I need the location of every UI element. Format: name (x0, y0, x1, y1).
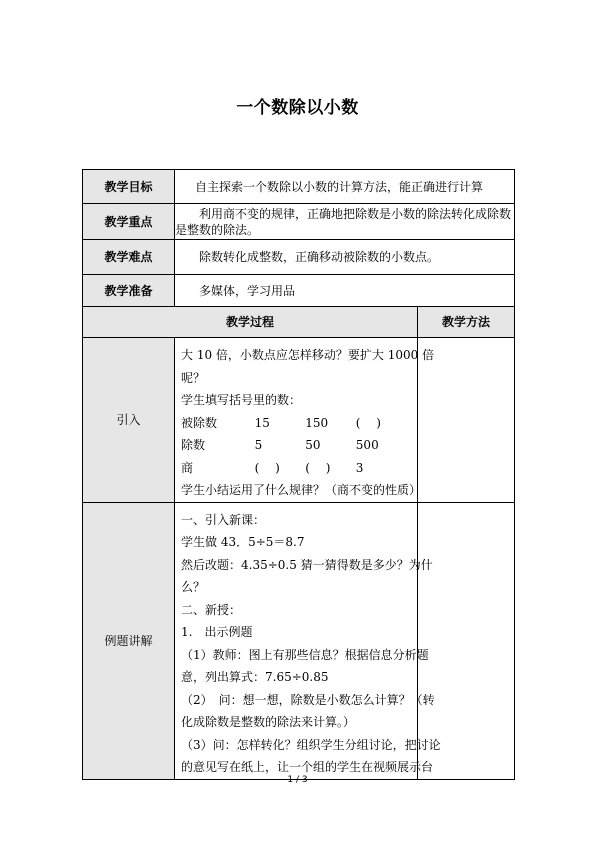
example-content (175, 502, 441, 779)
dividend-row (181, 412, 411, 435)
intro-method-cell (418, 338, 515, 503)
example-line: （1）教师：图上有那些信息？根据信息分析题 (181, 647, 429, 662)
example-line: 学生做 43．5÷5＝8.7 (181, 535, 305, 549)
goal-label: 教学目标 (83, 170, 175, 204)
difficulty-row (83, 240, 515, 275)
example-line: （3）问：怎样转化？组织学生分组讨论，把讨论 (181, 737, 441, 752)
divisor-row (181, 434, 411, 457)
example-line: 二、新授： (181, 602, 242, 617)
example-label: 例题讲解 (83, 502, 175, 779)
grid-cell: 除数 (181, 438, 206, 452)
intro-line: 学生小结运用了什么规律？（商不变的性质） (181, 483, 422, 497)
prep-text: 多媒体，学习用品 (175, 275, 515, 307)
prep-row (83, 275, 515, 307)
grid-cell: ( ) (254, 460, 280, 475)
difficulty-text: 除数转化成整数，正确移动被除数的小数点。 (175, 240, 515, 275)
grid-cell: 5 (254, 438, 263, 452)
focus-label: 教学重点 (83, 204, 175, 240)
intro-line: 大 10 倍，小数点应怎样移动？要扩大 1000 倍 (181, 348, 435, 362)
goal-text: 自主探索一个数除以小数的计算方法，能正确进行计算 (175, 170, 515, 204)
intro-row (83, 338, 515, 503)
grid-cell: 被除数 (181, 415, 218, 430)
example-line: （2） 问：想一想，除数是小数怎么计算？（转 (181, 692, 435, 707)
page-number: 1 / 3 (287, 775, 308, 785)
intro-line: 学生填写括号里的数： (181, 393, 302, 407)
grid-cell: 3 (355, 460, 364, 475)
intro-label: 引入 (83, 338, 175, 503)
quotient-row (181, 457, 411, 480)
grid-cell: ( ) (355, 415, 381, 430)
document-title: 一个数除以小数 (236, 98, 359, 118)
lesson-plan-table (82, 169, 515, 780)
intro-content (175, 338, 435, 503)
intro-line: 呢？ (181, 370, 206, 385)
grid-cell: 50 (305, 438, 321, 452)
process-header-row (83, 307, 515, 338)
grid-cell: ( ) (305, 460, 331, 475)
example-line: 一、引入新课： (181, 512, 266, 527)
grid-cell: 15 (254, 415, 270, 430)
focus-text: 利用商不变的规律，正确地把除数是小数的除法转化成除数是整数的除法。 (175, 204, 515, 240)
example-line: 的意见写在纸上，让一个组的学生在视频展示台 (181, 760, 434, 774)
prep-label: 教学准备 (83, 275, 175, 307)
example-line: 然后改题：4.35÷0.5 猜一猜得数是多少？为什 (181, 557, 433, 572)
difficulty-label: 教学难点 (83, 240, 175, 275)
grid-cell: 150 (305, 415, 329, 430)
example-row (83, 502, 515, 779)
example-line: 意，列出算式：7.65÷0.85 (181, 670, 329, 684)
grid-cell: 商 (181, 460, 194, 475)
example-line: 化成除数是整数的除法来计算。） (181, 715, 356, 729)
method-header: 教学方法 (418, 307, 515, 338)
example-line: 么？ (181, 580, 206, 594)
process-header: 教学过程 (83, 307, 418, 338)
example-line: 1. 出示例题 (181, 625, 253, 639)
grid-cell: 500 (355, 438, 379, 452)
goal-row (83, 170, 515, 204)
focus-row (83, 204, 515, 240)
